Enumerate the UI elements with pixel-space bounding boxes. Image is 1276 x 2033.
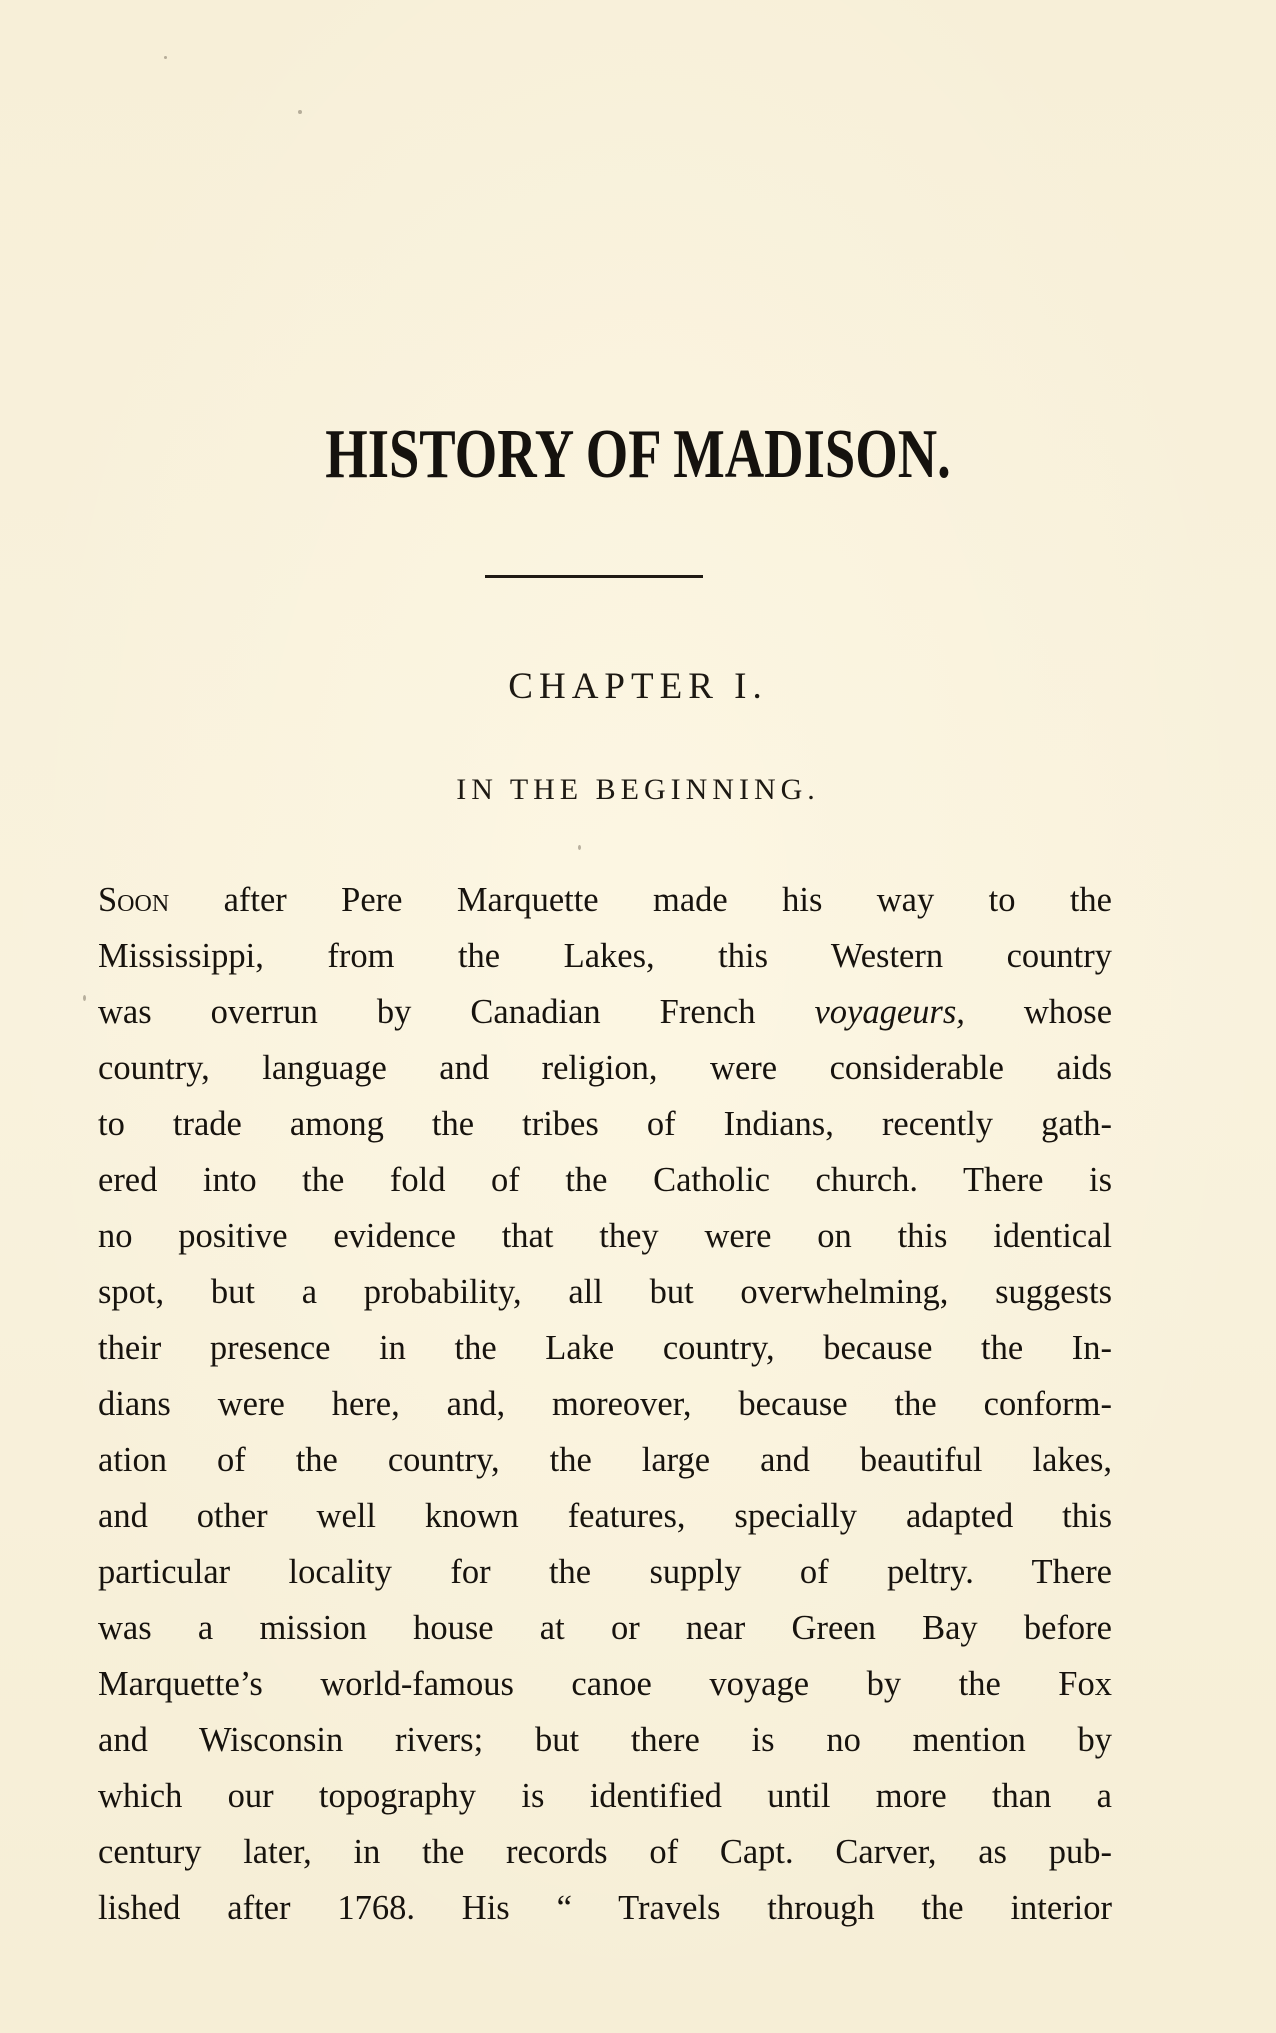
text-line [98,1544,1112,1600]
text-segment: no positive evidence that they were on this identical [98,1217,1112,1255]
text-segment: and other well known features, specially adapted this [98,1497,1112,1535]
text-segment: which our topography is identified until more than a [98,1777,1112,1815]
text-segment: Marquette’s world-famous canoe voyage by the Fox [98,1665,1112,1703]
text-line [98,1712,1112,1768]
body-paragraph [98,872,1112,1936]
text-segment: whose [964,993,1113,1031]
text-line [98,872,1112,928]
paper-speck [83,995,86,1001]
text-segment: was overrun by Canadian French [98,993,815,1031]
text-segment: dians were here, and, moreover, because the conform- [98,1385,1112,1423]
text-segment: century later, in the records of Capt. Carver, as pub- [98,1833,1112,1871]
text-line [98,1208,1112,1264]
text-segment: lished after 1768. His “ Travels through the interior [98,1889,1112,1927]
drop-smallcaps-word: Soon [98,881,170,919]
text-line [98,1320,1112,1376]
text-line [98,1656,1112,1712]
text-line [98,1152,1112,1208]
italic-word: voyageurs, [814,993,965,1031]
text-line [98,1768,1112,1824]
text-line [98,984,1112,1040]
paper-speck [164,56,167,59]
paper-speck [578,845,581,850]
text-line [98,1264,1112,1320]
text-segment: particular locality for the supply of peltry. There [98,1553,1112,1591]
text-segment: was a mission house at or near Green Bay before [98,1609,1112,1647]
paper-speck [298,110,302,114]
text-segment: spot, but a probability, all but overwhelming, suggests [98,1273,1112,1311]
chapter-heading: CHAPTER I. [508,666,768,707]
text-segment: and Wisconsin rivers; but there is no mention by [98,1721,1112,1759]
text-line [98,1488,1112,1544]
text-segment: ation of the country, the large and beautiful lakes, [98,1441,1112,1479]
text-segment: ered into the fold of the Catholic church. There is [98,1161,1112,1199]
text-line [98,1824,1112,1880]
text-line [98,928,1112,984]
text-segment: to trade among the tribes of Indians, recently gath- [98,1105,1112,1143]
text-line [98,1040,1112,1096]
book-title: HISTORY OF MADISON. [325,416,951,493]
bleed-through-texture [95,150,1115,262]
text-line [98,1432,1112,1488]
text-segment: Mississippi, from the Lakes, this Western country [98,937,1112,975]
chapter-subheading: IN THE BEGINNING. [456,773,820,806]
text-segment: after Pere Marquette made his way to the [169,881,1112,919]
text-line [98,1096,1112,1152]
text-segment: their presence in the Lake country, because the In- [98,1329,1112,1367]
title-rule [485,575,703,578]
text-line [98,1600,1112,1656]
text-line [98,1880,1112,1936]
text-line [98,1376,1112,1432]
text-segment: country, language and religion, were considerable aids [98,1049,1112,1087]
